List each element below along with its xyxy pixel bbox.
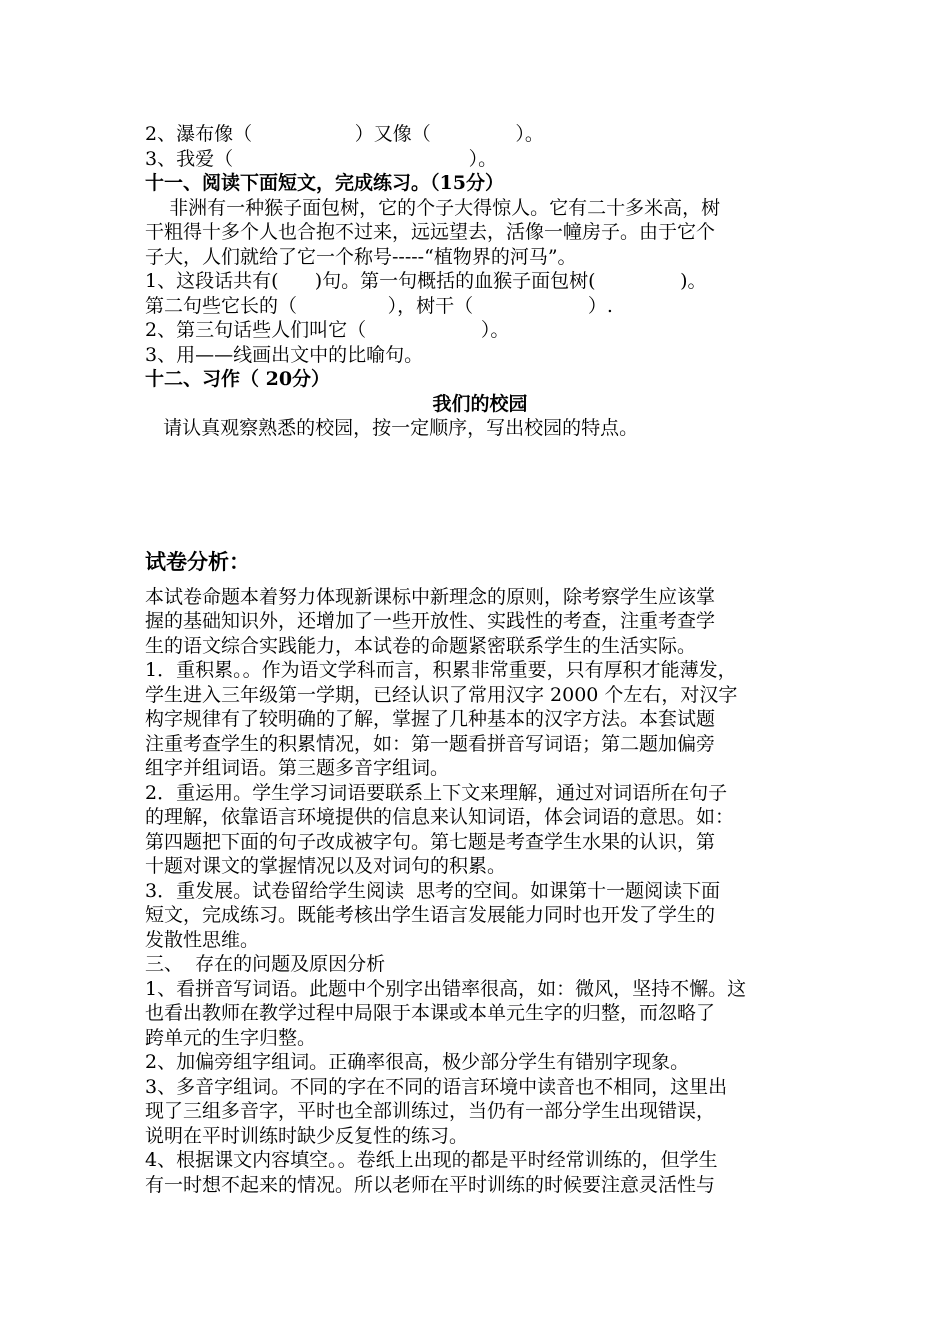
analysis-line: 生的语文综合实践能力，本试卷的命题紧密联系学生的生活实际。 <box>145 634 697 657</box>
analysis-line: 说明在平时训练时缺少反复性的练习。 <box>145 1124 469 1147</box>
q10-line-3: 3、我爱（ ）。 <box>145 147 498 170</box>
blank-space <box>145 577 815 585</box>
analysis-line: 三、 存在的问题及原因分析 <box>145 953 386 975</box>
blank-space <box>145 441 815 547</box>
analysis-line: 第四题把下面的句子改成被字句。第七题是考查学生水果的认识，第 <box>145 830 716 853</box>
analysis-line: 2．重运用。学生学习词语要联系上下文来理解，通过对词语所在句子 <box>145 781 728 804</box>
analysis-line: 4、根据课文内容填空。。卷纸上出现的都是平时经常训练的，但学生 <box>145 1149 718 1171</box>
analysis-line: 也看出教师在教学过程中局限于本课或本单元生字的归整，而忽略了 <box>145 1002 716 1024</box>
analysis-line: 发散性思维。 <box>145 928 260 951</box>
passage-line: 干粗得十多个人也合抱不过来，远远望去，活像一幢房子。由于它个 <box>145 221 716 243</box>
analysis-line: 1、看拼音写词语。此题中个别字出错率很高，如：微风，坚持不懈。这 <box>145 977 747 1000</box>
analysis-line: 本试卷命题本着努力体现新课标中新理念的原则，除考察学生应该掌 <box>145 585 716 608</box>
analysis-line: 构字规律有了较明确的了解，掌握了几种基本的汉字方法。本套试题 <box>145 708 716 730</box>
analysis-line: 组字并组词语。第三题多音字组词。 <box>145 757 450 779</box>
analysis-line: 有一时想不起来的情况。所以老师在平时训练的时候要注意灵活性与 <box>145 1173 716 1196</box>
analysis-line: 的理解，依靠语言环境提供的信息来认知词语，体会词语的意思。如： <box>145 806 735 828</box>
analysis-line: 2、加偏旁组字组词。正确率很高，极少部分学生有错别字现象。 <box>145 1051 690 1073</box>
analysis-line: 注重考查学生的积累情况，如：第一题看拼音写词语；第二题加偏旁 <box>145 732 716 755</box>
q12-heading: 十二、习作（ 20分） <box>145 368 331 390</box>
passage-line: 子大，人们就给了它一个称号-----“植物界的河马”。 <box>145 245 577 268</box>
question-line: 2、第三句话些人们叫它（ ）。 <box>145 319 510 341</box>
question-line: 3、用——线画出文中的比喻句。 <box>145 343 424 366</box>
analysis-line: 3、多音字组词。不同的字在不同的语言环境中读音也不相同，这里出 <box>145 1075 728 1098</box>
analysis-line: 短文，完成练习。既能考核出学生语言发展能力同时也开发了学生的 <box>145 904 716 926</box>
analysis-line: 握的基础知识外，还增加了一些开放性、实践性的考查，注重考查学 <box>145 610 716 632</box>
q10-line-2: 2、瀑布像（ ）又像（ ）。 <box>145 123 544 145</box>
analysis-line: 1．重积累。。作为语文学科而言，积累非常重要，只有厚积才能薄发， <box>145 659 737 681</box>
essay-prompt: 请认真观察熟悉的校园，按一定顺序，写出校园的特点。 <box>145 417 639 439</box>
analysis-line: 现了三组多音字，平时也全部训练过，当仍有一部分学生出现错误， <box>145 1100 716 1122</box>
analysis-line: 十题对课文的掌握情况以及对词句的积累。 <box>145 855 507 877</box>
essay-title: 我们的校园 <box>432 392 528 415</box>
analysis-line: 3．重发展。试卷留给学生阅读 思考的空间。如课第十一题阅读下面 <box>145 879 721 902</box>
question-line: 1、这段话共有( )句。第一句概括的血猴子面包树( )。 <box>145 270 707 292</box>
passage-line: 非洲有一种猴子面包树，它的个子大得惊人。它有二十多米高，树 <box>145 196 721 219</box>
analysis-line: 跨单元的生字归整。 <box>145 1026 317 1049</box>
question-line: 第二句些它长的（ ），树干（ ）. <box>145 294 613 317</box>
analysis-line: 学生进入三年级第一学期，已经认识了常用汉字 2000 个左右，对汉字 <box>145 683 738 706</box>
document-page <box>145 122 815 1197</box>
analysis-heading: 试卷分析： <box>145 548 250 574</box>
q11-heading: 十一、阅读下面短文，完成练习。（15分） <box>145 172 504 194</box>
